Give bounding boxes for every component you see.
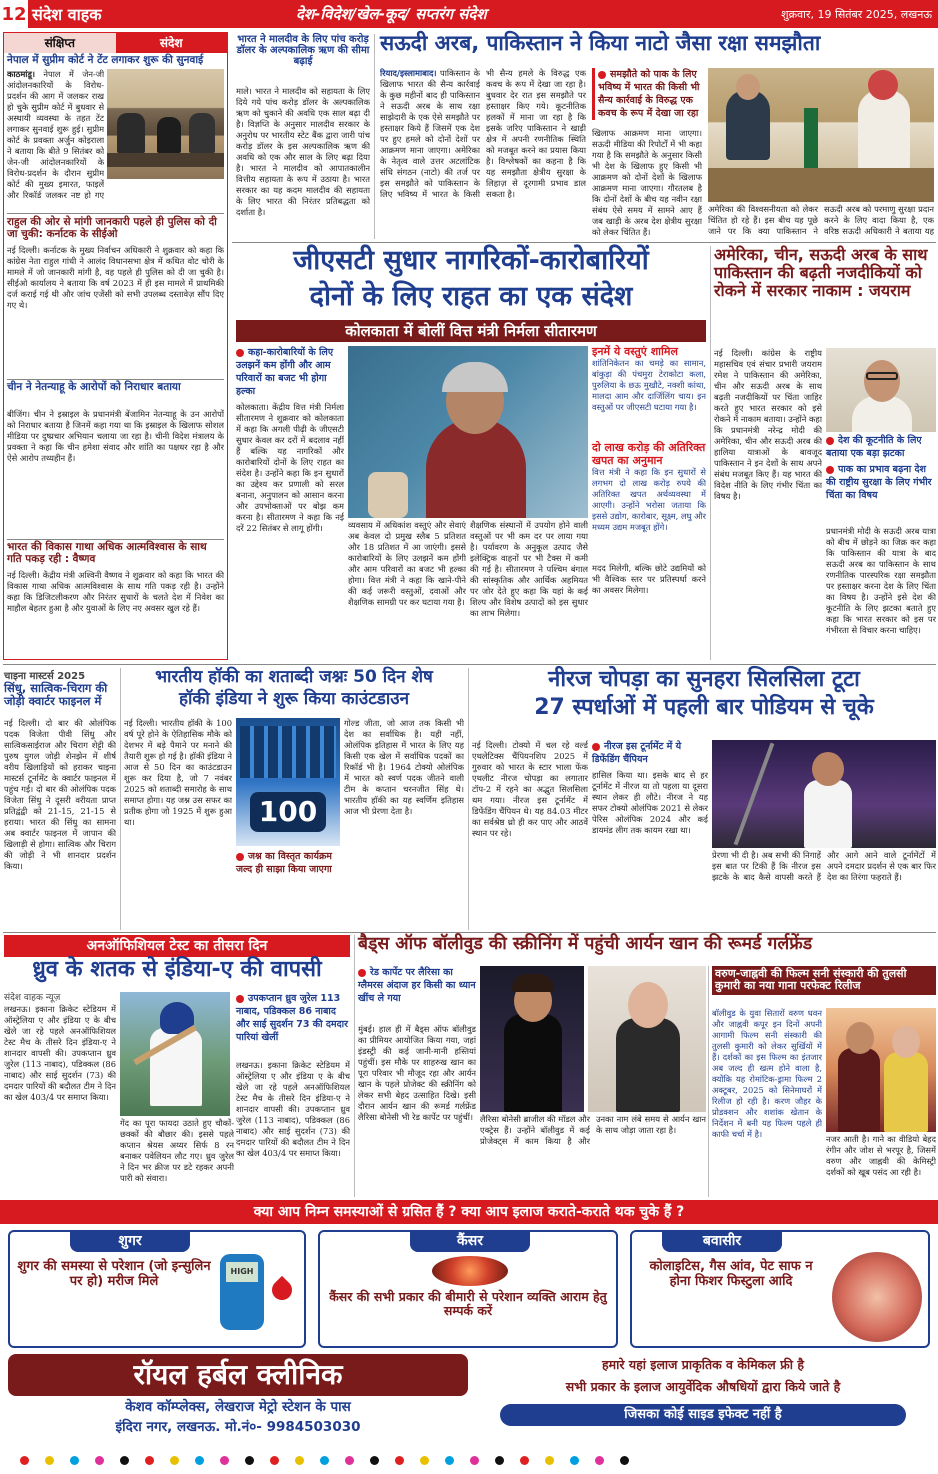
reg-dot bbox=[395, 1456, 404, 1465]
saudi-bullet-text: समझौते को पाक के लिए भविष्य में भारत की किसी भी सैन्य कार्रवाई के विरुद्ध एक कवच के रूप में देखा जा रहा bbox=[598, 69, 700, 119]
reg-dot bbox=[220, 1456, 229, 1465]
gst-factbox-body: शांतिनिकेतन का चमड़े का सामान, बांकुड़ा की पंचमुरा टेराकोटा कला, पुरुलिया के छऊ मुखौटे, नक्शी कांथा, मालदा आम और दार्जिलिंग चाय। इन वस्तुओं पर जीएसटी घटाया गया है। bbox=[592, 358, 706, 413]
reg-dot bbox=[420, 1456, 429, 1465]
reg-dot bbox=[570, 1456, 579, 1465]
bullet-icon bbox=[598, 71, 606, 79]
hockey-caption bbox=[236, 850, 340, 876]
ad-claim-2: सभी प्रकार के इलाज आयुर्वेदिक औषधियों द्वारा किये जाते है bbox=[565, 1379, 841, 1394]
reg-dot bbox=[170, 1456, 179, 1465]
glucometer-icon bbox=[220, 1254, 264, 1330]
reg-dot bbox=[20, 1456, 29, 1465]
sidebar-story-2-title: राहुल की ओर से मांगी जानकारी पहले ही पुलिस को दी जा चुकी: कर्नाटक के सीईओ bbox=[7, 216, 217, 240]
piles-diagram-icon bbox=[832, 1252, 922, 1342]
neeraj-body-1: नई दिल्ली। टोक्यो में चल रहे वर्ल्ड एथलेटिक्स चैंपियनशिप 2025 में गुरुवार को भारत के स्टार भाला फेंक एथलीट नीरज चोपड़ा का लगातार टॉप-2 में रहने का अद्भुत सिलसिला थम गया। नीरज इस टूर्नामेंट में डिफेंडिंग चैंपियन थे। यह 84.03 मीटर का सर्वश्रेष्ठ थ्रो ही कर पाए और आठवें स्थान पर रहे। bbox=[472, 740, 588, 838]
sidebar-story-1-text: नेपाल में जेन-जी आंदोलनकारियों के विरोध-प्रदर्शन की आग में जलकर राख हो चुके सुप्रीम कोर्ट में बुधवार से अस्थायी व्यवस्था के तहत टेंट लगाकर सुनवाई शुरू हुई। सुप्रीम कोर्ट के प्रवक्ता अर्जुन कोइराला ने बताया कि बीते 9 सितंबर को जेन-जी आंदोलनकारियों के विरोध-प्रदर्शन के दौरान सुप्रीम कोर्ट की मुख्य इमारत, फाइलें और रिकॉर्ड जलकर नष्ट हो गए bbox=[7, 68, 105, 200]
sidebar-story-3-body: बीजिंग। चीन ने इस्राइल के प्रधानमंत्री बेंजामिन नेतन्याहू के उन आरोपों को निराधार बताया है जिनमें कहा गया था कि इस्राइल के खिलाफ सोशल मीडिया पर दुष्प्रचार अभियान चलाया जा रहा है। चीनी विदेश मंत्रालय के प्रवक्ता ने कहा कि चीन हमेशा संवाद और शांति का पक्षधर रहा है और ऐसे आरोप तथ्यहीन हैं। bbox=[7, 409, 224, 463]
bullet-icon bbox=[236, 995, 244, 1003]
gst-title-2: दोनों के लिए राहत का एक संदेश bbox=[309, 281, 633, 312]
sidebar-story-1-title: नेपाल में सुप्रीम कोर्ट ने टेंट लगाकर शुरू की सुनवाई bbox=[7, 54, 204, 66]
tulsi-body: बॉलीवुड के युवा सितारों वरुण धवन और जाह्नवी कपूर इन दिनों अपनी आगामी फिल्म सनी संस्कारी की तुलसी कुमारी को लेकर सुर्खियों में हैं। दर्शकों का इस फिल्म का इंतजार अब जल्द ही खत्म होने वाला है, क्योंकि यह रोमांटिक-ड्रामा फिल्म 2 अक्टूबर, 2025 को सिनेमाघरों में रिलीज हो रही है। करण जौहर के प्रोडक्शन और शशांक खेतान के निर्देशन में बनी यह फिल्म पहले ही काफी चर्चा में है। bbox=[712, 1008, 822, 1139]
reg-dot bbox=[345, 1456, 354, 1465]
dateline: शुक्रवार, 19 सितंबर 2025, लखनऊ bbox=[781, 7, 932, 21]
reg-dot bbox=[70, 1456, 79, 1465]
hockey-title-2: हॉकी इंडिया ने शुरू किया काउंटडाउन bbox=[178, 689, 410, 709]
aryan-bullet bbox=[358, 966, 476, 1005]
saudi-photo-text: अमेरिका की विश्वसनीयता को लेकर चिंतित हो रहे हैं। इस बीच यह पूछे जाने पर कि क्या पाकिस्तान ने सऊदी अरब को परमाणु सुरक्षा प्रदान करने के लिए वादा किया है, एक वरिष्ठ सऊदी अधिकारी ने बताया यह bbox=[708, 204, 934, 236]
masthead: संदेश वाहक bbox=[32, 5, 102, 24]
sidebar-story-2-body: नई दिल्ली। कर्नाटक के मुख्य निर्वाचन अधिकारी ने शुक्रवार को कहा कि कांग्रेस नेता राहुल गांधी ने आलंद विधानसभा क्षेत्र में कथित वोट चोरी के मामले में जो जानकारी मांगी है, वह पहले ही पुलिस को दी जा चुकी है। सीईओ कार्यालय ने बताया कि वर्ष 2023 में ही इस मामले में प्राथमिकी दर्ज कराई गई थी और जांच एजेंसी को सभी उपलब्ध दस्तावेज़ सौंप दिए गए थे। bbox=[7, 245, 224, 310]
reg-dot bbox=[145, 1456, 154, 1465]
tulsi-title-text: वरुण-जाह्नवी की फिल्म सनी संस्कारी की तुलसी कुमारी का नया गाना परफेक्ट रिलीज bbox=[715, 967, 907, 993]
ad-card-cancer-body: कैंसर की सभी प्रकार की बीमारी से परेशान व्यक्ति आराम हेतु सम्पर्क करें bbox=[329, 1289, 607, 1318]
ad-card-piles-body: कोलाइटिस, गैस आंव, पेट साफ न होना फिशर फिस्टुला आदि bbox=[649, 1259, 813, 1289]
saudi-summit-photo bbox=[708, 68, 934, 202]
neeraj-body-2: हासिल किया था। इसके बाद से हर टूर्नामेंट में नीरज या तो पहला या दूसरा स्थान लेकर ही लौटे। नीरज ने यह सफर टोक्यो ओलंपिक 2021 से लेकर पेरिस ओलंपिक 2024 और कई डायमंड लीग तक कायम रखा था। bbox=[592, 770, 708, 835]
jairam-body-1: नई दिल्ली। कांग्रेस के राष्ट्रीय महासचिव एवं संचार प्रभारी जयराम रमेश ने पाकिस्तान की अमेरिका, चीन और सऊदी अरब के साथ बढ़ती नजदीकियों पर चिंता जाहिर करते हुए भारत सरकार को इसे रोकने में नाकाम बताया। उन्होंने कहा कि प्रधानमंत्री नरेन्द्र मोदी की अमेरिका, चीन और सऊदी अरब की हालिया यात्राओं के बावजूद पाकिस्तान ने इन देशों के साथ अपने संबंध मजबूत किए हैं। यह भारत की विदेश नीति के लिए गंभीर चिंता का विषय है। bbox=[714, 348, 822, 501]
hockey-title-1: भारतीय हॉकी का शताब्दी जश्नः 50 दिन शेष bbox=[155, 667, 433, 687]
neeraj-body-3: प्रेरणा भी दी है। अब सभी की निगाहें इस बात पर टिकी हैं कि नीरज इस झटके के बाद कैसे वापसी करते हैं और आगे आने वाले टूर्नामेंटों में अपने दमदार प्रदर्शन से एक बार फिर देश का तिरंगा फहराते हैं। bbox=[712, 850, 936, 882]
ad-card-sugar-body: शुगर की समस्या से परेशान (जो इन्सुलिन पर हो) मरीज मिले bbox=[17, 1259, 211, 1289]
registration-dots bbox=[0, 1452, 938, 1468]
saudi-dateline: रियाद/इस्लामाबाद। bbox=[380, 68, 437, 78]
hockey-poster: 100 bbox=[236, 718, 340, 846]
reg-dot bbox=[495, 1456, 504, 1465]
sindhu-title: सिंधु, सात्विक-चिराग की जोड़ी क्वार्टर फाइनल में bbox=[4, 681, 108, 708]
clinic-name: रॉयल हर्बल क्लीनिक bbox=[8, 1354, 468, 1396]
bullet-icon bbox=[826, 466, 834, 474]
section-title: देश-विदेश/खेल-कूद/ सप्तरंग संदेश bbox=[296, 5, 487, 23]
bullet-icon bbox=[236, 853, 244, 861]
sidebar-story-1-body bbox=[7, 69, 104, 201]
gst-body-3: शैक्षणिक संस्थानों में उपयोग होने वाली वस्तुओं पर भी कम दर पर लाया गया है। पर्यावरण के अनुकूल उत्पाद जैसे इलेक्ट्रिक वाहनों पर भी टैक्स में कमी की गई है। सीतारमण ने पश्चिम बंगाल की सांस्कृतिक और आर्थिक अहमियत पर जोर देते हुए कहा कि यहां के कई शिल्प और विशेष उत्पादों को इस सुधार का लाभ मिलेगा। bbox=[470, 520, 588, 618]
hockey-body-2: गोल्ड जीता, जो आज तक किसी भी देश का सर्वाधिक है। यही नहीं, ओलंपिक इतिहास में भारत के लिए यह किसी एक खेल में सर्वाधिक पदकों का रिकॉर्ड भी है। 1964 टोक्यो ओलंपिक में भारत को स्वर्ण पदक जीतने वाली टीम के कप्तान चरनजीत सिंह थे। भारतीय हॉकी का यह स्वर्णिम इतिहास आज भी प्रेरणा देता है। bbox=[344, 718, 464, 816]
gst-factbox-title: इनमें ये वस्तुएं शामिल bbox=[592, 345, 678, 358]
hockey-body-1: नई दिल्ली। भारतीय हॉकी के 100 वर्ष पूरे होने के ऐतिहासिक मौके को देशभर में बड़े पैमाने पर मनाने की तैयारी शुरू हो गई है। हॉकी इंडिया ने आज से 50 दिन का काउंटडाउन शुरू कर दिया है, जो 7 नवंबर 2025 को शताब्दी समारोह के साथ समाप्त होगा। यह जश्न उस सफर का प्रतीक होगा जो 1925 में शुरू हुआ था। bbox=[124, 718, 232, 827]
ad-card-piles-head: बवासीर bbox=[662, 1230, 782, 1252]
reg-dot bbox=[95, 1456, 104, 1465]
bullet-icon bbox=[358, 969, 366, 977]
ad-claim-3: जिसका कोई साइड इफेक्ट नहीं है bbox=[500, 1404, 906, 1426]
jairam-photo bbox=[826, 348, 936, 432]
jairam-bullet-1: देश की कूटनीति के लिए बताया एक बड़ा झटका bbox=[826, 435, 922, 459]
jairam-bullet-2: पाक का प्रभाव बढ़ना देश की राष्ट्रीय सुरक्षा के लिए गंभीर चिंता का विषय bbox=[826, 464, 932, 501]
sidebar-story-3-title: चीन ने नेतन्याहू के आरोपों को निराधार बताया bbox=[7, 381, 181, 393]
aryan-body-2: लैरिसा बोनेसी ब्राजील की मॉडल और एक्ट्रेस हैं। उन्होंने बॉलीवुड में कई प्रोजेक्ट्स में काम किया है और उनका नाम लंबे समय से आर्यन खान के साथ जोड़ा जाता रहा है। bbox=[480, 1114, 706, 1146]
gst-ribbon: कोलकाता में बोलीं वित्त मंत्री निर्मला सीतारमण bbox=[236, 320, 706, 342]
dhruv-ribbon: अनऑफिशियल टेस्ट का तीसरा दिन bbox=[4, 935, 350, 957]
tulsi-title bbox=[712, 966, 936, 995]
sidebar-story-4-body: नई दिल्ली। केंद्रीय मंत्री अश्विनी वैष्णव ने शुक्रवार को कहा कि भारत की विकास गाथा अधिक आत्मविश्वास के साथ गति पकड़ रही है। उन्होंने कहा कि डिजिटलीकरण और निरंतर सुधारों के चलते देश में निवेश का माहौल बेहतर हुआ है और युवाओं के लिए नए अवसर खुल रहे हैं। bbox=[7, 570, 224, 613]
gst-factbox bbox=[592, 346, 706, 660]
jairam-title: अमेरिका, चीन, सऊदी अरब के साथ पाकिस्तान की बढ़ती नजदीकियों को रोकने में सरकार नाकाम : जयराम bbox=[714, 245, 928, 300]
reg-dot bbox=[195, 1456, 204, 1465]
dhruv-bullet bbox=[236, 992, 350, 1044]
reg-dot bbox=[45, 1456, 54, 1465]
reg-dot bbox=[445, 1456, 454, 1465]
neeraj-title-2: 27 स्पर्धाओं में पहली बार पोडियम से चूके bbox=[534, 695, 874, 720]
jurel-photo bbox=[120, 992, 230, 1116]
jairam-body-2: प्रधानमंत्री मोदी के सऊदी अरब यात्रा को बीच में छोड़ने का जिक्र कर कहा कि पाकिस्तान की यात्रा के बाद सऊदी अरब का पाकिस्तान के साथ रणनीतिक पारस्परिक रक्षा समझौता पर हस्ताक्षर करना देश के लिए चिंता का विषय है। उन्होंने इसे देश की कूटनीति के लिए झटका बताते हुए कहा कि भारत सरकार को इस पर गंभीरता से विचार करना चाहिए। bbox=[826, 526, 936, 635]
ad-claim-1: हमारे यहां इलाज प्राकृतिक व केमिकल फ्री है bbox=[602, 1357, 804, 1372]
saudi-title: सऊदी अरब, पाकिस्तान ने किया नाटो जैसा रक्षा समझौता bbox=[380, 31, 821, 55]
courtroom-photo bbox=[107, 69, 224, 179]
sindhu-kicker: चाइना मास्टर्स 2025 bbox=[4, 671, 86, 682]
saudi-bullet bbox=[592, 68, 702, 120]
dhruv-body-3: लखनऊ। इकाना क्रिकेट स्टेडियम में ऑस्ट्रेलिया ए और इंडिया ए के बीच खेले जा रहे पहले अनऑफिशियल टेस्ट मैच के तीसरे दिन इंडिया-ए ने शानदार वापसी की। उपकप्तान ध्रुव जुरेल (113 नाबाद), पडिक्कल (86 नाबाद) और साई सुदर्शन (73) की दमदार पारियों की बदौलत टीम ने दिन का खेल 403/4 पर समाप्त किया। bbox=[236, 1060, 350, 1158]
gst-title-1: जीएसटी सुधार नागरिकों-कारोबारियों bbox=[293, 245, 649, 276]
hockey-caption-text: जश्न का विस्तृत कार्यक्रम जल्द ही साझा किया जाएगा bbox=[236, 851, 332, 875]
bullet-icon bbox=[826, 437, 834, 445]
dhruv-byline: संदेश वाहक न्यूज़ bbox=[4, 993, 61, 1003]
neeraj-bullet-text: नीरज इस टूर्नामेंट में ये डिफेंडिंग चैंपियन bbox=[592, 741, 682, 765]
gst-body-2: व्यवसाय में अधिकांश वस्तुएं और सेवाएं अब केवल दो प्रमुख स्लैब 5 प्रतिशत और 18 प्रतिशत में आ जाएंगी। इससे कारोबारियों के लिए उलझनें कम होंगी और आम परिवारों का बजट भी हल्का होगा। वित्त मंत्री ने कहा कि खाने-पीने की कई जरूरी वस्तुओं, दवाओं और शैक्षणिक सामग्री पर कर घटाया गया है। bbox=[348, 520, 466, 607]
sidebar-story-1-dateline: काठमांडू। bbox=[7, 68, 36, 79]
maldives-body: माले। भारत ने मालदीव को सहायता के लिए दिये गये पांच करोड़ डॉलर के अल्पकालिक ऋण को चुकाने की अवधि एक साल बढ़ा दी है। विज्ञप्ति के अनुसार मालदीव सरकार के अनुरोध पर भारतीय स्टेट बैंक द्वारा जारी पांच करोड़ डॉलर के इस अल्पकालिक ऋण की अवधि को एक और साल के लिए बढ़ा दिया है। भारत ने मालदीव को आपातकालीन वित्तीय सहायता के रूप में उठाया है। भारत सरकार का यह कदम मालदीव की सहायता के लिए भारत की निरंतर प्रतिबद्धता को दर्शाता है। bbox=[236, 86, 370, 217]
saudi-body-1 bbox=[380, 68, 586, 240]
gst-factbox2-title: दो लाख करोड़ की अतिरिक्त खपत का अनुमान bbox=[592, 441, 706, 467]
gst-body-1: कोलकाता। केंद्रीय वित्त मंत्री निर्मला सीतारमण ने शुक्रवार को कोलकाता में कहा कि अगली पीढ़ी के जीएसटी सुधार केवल कर दरों में बदलाव नहीं हैं बल्कि यह नागरिकों और कारोबारियों दोनों के लिए राहत का संदेश है। उन्होंने कहा कि इन सुधारों का उद्देश्य कर प्रणाली को सरल बनाना, अनुपालन को आसान करना और उपभोक्ताओं पर बोझ कम करना है। सीतारमण ने कहा कि नई दरें 22 सितंबर से लागू होंगी। bbox=[236, 402, 344, 533]
gst-factbox2-body: वित्त मंत्री ने कहा कि इन सुधारों से लगभग दो लाख करोड़ रुपये की अतिरिक्त खपत अर्थव्यवस्था में आएगी। उन्होंने भरोसा जताया कि इससे उद्योग, कारोबार, सूक्ष्म, लघु और मध्यम उद्यम मजबूत होंगे। bbox=[592, 466, 706, 532]
dhruv-title: ध्रुव के शतक से इंडिया-ए की वापसी bbox=[32, 957, 322, 982]
clinic-ad bbox=[0, 1200, 938, 1474]
gst-bullet-text: कहा-कारोबारियों के लिए उलझनें कम होंगी और आम परिवारों का बजट भी होगा हल्का bbox=[236, 347, 334, 397]
tab-sandesh: संदेश bbox=[116, 33, 228, 53]
sitharaman-photo bbox=[348, 346, 588, 518]
tulsi-body-2: नजर आती है। गाने का वीडियो बेहद रंगीन और जोश से भरपूर है, जिसमें वरुण और जाह्नवी की केमिस्ट्री दर्शकों को खूब पसंद आ रही है। bbox=[826, 1134, 936, 1177]
ad-card-sugar bbox=[8, 1230, 306, 1348]
blood-drop-icon bbox=[268, 1276, 296, 1304]
reg-dot bbox=[370, 1456, 379, 1465]
aryan-body: मुंबई। हाल ही में बैड्स ऑफ बॉलीवुड का प्रीमियर आयोजित किया गया, जहां इंडस्ट्री की कई जानी-मानी हस्तियां पहुंचीं। इस मौके पर शाहरुख खान का पूरा परिवार भी मौजूद रहा और आर्यन खान के पहले प्रोजेक्ट की स्क्रीनिंग को लेकर सभी बेहद उत्साहित दिखे। इसी दौरान आर्यन खान की रूमर्ड गर्लफ्रेंड लैरिसा बोनेसी भी रेड कार्पेट पर पहुंचीं। bbox=[358, 1024, 476, 1122]
tab-sankshipt: संक्षिप्त bbox=[4, 33, 116, 53]
reg-dot bbox=[520, 1456, 529, 1465]
ad-card-cancer bbox=[318, 1230, 618, 1348]
aryan-photo bbox=[480, 966, 584, 1112]
reg-dot bbox=[620, 1456, 629, 1465]
glucometer-screen: HIGH bbox=[226, 1262, 258, 1282]
sidebar-tabs bbox=[4, 33, 227, 53]
ad-card-sugar-head: शुगर bbox=[70, 1230, 190, 1252]
dhruv-bullet-text: उपकप्तान ध्रुव जुरेल 113 नाबाद, पडिक्कल 86 नाबाद और साई सुदर्शन 73 की दमदार पारियां खेलीं bbox=[236, 993, 348, 1043]
gst-body-4: मदद मिलेगी, बल्कि छोटे उद्यमियों को भी वैश्विक स्तर पर प्रतिस्पर्धा करने का अवसर मिलेगा। bbox=[592, 562, 706, 595]
sindhu-body: नई दिल्ली। दो बार की ओलंपिक पदक विजेता पीवी सिंधु और सात्विकसाईराज और चिराग शेट्टी की पुरुष युगल जोड़ी शेनझेन में शीर्ष वरीय खिलाड़ियों को हराकर चाइना मास्टर्स टूर्नामेंट के क्वार्टर फाइनल में पहुंच गई। दो बार की ओलंपिक पदक विजेता सिंधु ने दूसरी वरीयता प्राप्त प्रतिद्वंद्वी को 21-15, 21-15 से हराया। भारत की सिंधु का सामना अब क्वार्टर फाइनल में जापान की खिलाड़ी से होगा। सात्विक और चिराग की जोड़ी ने भी शानदार प्रदर्शन किया। bbox=[4, 718, 116, 871]
saudi-body-text: पाकिस्तान के खिलाफ भारत की सैन्य कार्रवाई के कुछ महीनों बाद ही पाकिस्तान ने सऊदी अरब के साथ रक्षा साझेदारी के एक ऐसे समझौते पर हस्ताक्षर किये हैं जिसमें एक देश पर हुए हमले को दोनों देशों पर आक्रमण माना जाएगा। अमेरिका के नेतृत्व वाले उत्तर अटलांटिक संधि संगठन (नाटो) की तर्ज पर इस समझौते को पाकिस्तान के लिए भविष्य में भारत के किसी भी सैन्य हमले के विरुद्ध एक कवच के रूप में देखा जा रहा है। बुधवार देर रात इस समझौते पर हस्ताक्षर किए गये। कूटनीतिक हलकों में माना जा रहा है कि इसके जरिए पाकिस्तान ने खाड़ी क्षेत्र में अपनी रणनीतिक स्थिति को मजबूत करने का प्रयास किया है। विश्लेषकों का कहना है कि यह समझौता क्षेत्रीय सुरक्षा के लिहाज़ से दूरगामी प्रभाव डाल सकता है। bbox=[380, 68, 586, 199]
dhruv-body-2: गेंद का पूरा फायदा उठाते हुए चौकों-छक्कों की बौछार की। इससे पहले कप्तान श्रेयस अय्यर सिर्फ 8 रन बनाकर पवेलियन लौट गए। ध्रुव जुरेल ने दिन भर क्रीज पर डटे रहकर अपनी पारी को संवारा। bbox=[120, 1118, 234, 1183]
reg-dot bbox=[545, 1456, 554, 1465]
sidebar-story-4-title: भारत की विकास गाथा अधिक आत्मविश्वास के साथ गति पकड़ रही : वैष्णव bbox=[7, 541, 207, 565]
ad-card-piles bbox=[630, 1230, 930, 1348]
ad-card-cancer-head: कैंसर bbox=[410, 1230, 530, 1252]
sidebar bbox=[3, 32, 228, 660]
tulsi-poster bbox=[826, 1008, 936, 1132]
aryan-bullet-text: रेड कार्पेट पर लैरिसा का ग्लैमरस अंदाज हर किसी का ध्यान खींच ले गया bbox=[358, 967, 476, 1004]
page-header bbox=[0, 0, 938, 28]
neeraj-bullet bbox=[592, 740, 708, 766]
maldives-title: भारत ने मालदीव के लिए पांच करोड़ डॉलर के अल्पकालिक ऋण की सीमा बढ़ाई bbox=[236, 34, 370, 68]
cancer-cell-icon bbox=[432, 1256, 508, 1286]
dhruv-body-1: लखनऊ। इकाना क्रिकेट स्टेडियम में ऑस्ट्रेलिया ए और इंडिया ए के बीच खेले जा रहे पहले अनऑफिशियल टेस्ट मैच के तीसरे दिन इंडिया-ए ने शानदार वापसी की। उपकप्तान ध्रुव जुरेल (113 नाबाद), पडिक्कल (86 नाबाद) और साई सुदर्शन (73) की दमदार पारियों की बदौलत टीम ने दिन का खेल 403/4 पर समाप्त किया। bbox=[4, 1004, 116, 1102]
reg-dot bbox=[120, 1456, 129, 1465]
clinic-address-1: केशव कॉम्प्लेक्स, लेखराज मेट्रो स्टेशन के पास bbox=[125, 1399, 351, 1415]
reg-dot bbox=[320, 1456, 329, 1465]
reg-dot bbox=[295, 1456, 304, 1465]
gst-bullet bbox=[236, 346, 344, 398]
aryan-title: बैड्स ऑफ बॉलीवुड की स्क्रीनिंग में पहुंची आर्यन खान की रूमर्ड गर्लफ्रेंड bbox=[358, 934, 813, 954]
reg-dot bbox=[245, 1456, 254, 1465]
clinic-address-2: इंदिरा नगर, लखनऊ. मो.नं०- 9984503030 bbox=[115, 1419, 361, 1435]
jairam-bullets bbox=[826, 434, 936, 502]
bullet-icon bbox=[592, 743, 600, 751]
neeraj-title-1: नीरज चोपड़ा का सुनहरा सिलसिला टूटा bbox=[548, 667, 860, 692]
reg-dot bbox=[470, 1456, 479, 1465]
reg-dot bbox=[595, 1456, 604, 1465]
larissa-photo bbox=[588, 966, 706, 1112]
page-number: 12 bbox=[0, 0, 28, 28]
bullet-icon bbox=[236, 349, 244, 357]
ad-banner: क्या आप निम्न समस्याओं से ग्रसित हैं ? क्या आप इलाज कराते-कराते थक चुके हैं ? bbox=[0, 1200, 938, 1224]
reg-dot bbox=[270, 1456, 279, 1465]
saudi-body-2: खिलाफ आक्रमण माना जाएगा। सऊदी मीडिया की रिपोर्टों में भी कहा गया है कि समझौते के अनुसार किसी भी देश के खिलाफ हुए किसी भी आक्रमण को दोनों देशों के खिलाफ आक्रमण माना जाएगा। गौरतलब है कि दोनों देशों के बीच यह नवीन रक्षा संबंध ऐसे समय में सामने आए हैं जब खाड़ी के अरब देश क्षेत्रीय सुरक्षा को लेकर चिंतित हैं। bbox=[592, 128, 702, 237]
neeraj-photo bbox=[712, 740, 936, 848]
